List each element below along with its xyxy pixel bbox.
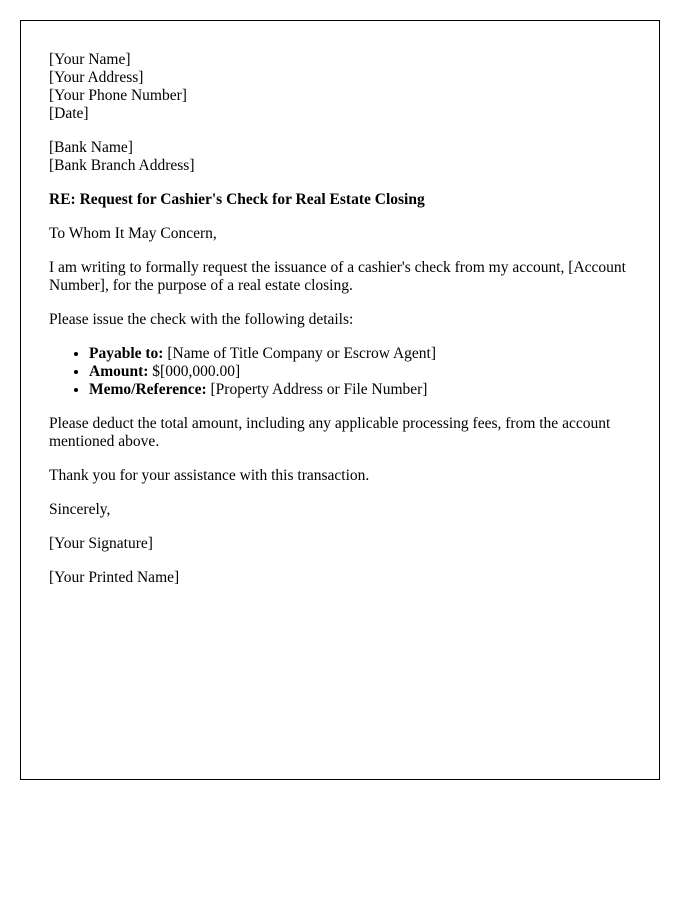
detail-label: Amount: — [89, 363, 149, 380]
detail-label: Payable to: — [89, 345, 164, 362]
sender-name: [Your Name] — [49, 51, 131, 68]
signature-placeholder: [Your Signature] — [49, 535, 153, 552]
detail-item-memo — [89, 381, 631, 399]
deduction-paragraph: Please deduct the total amount, including any applicable processing fees, from the account mentioned above. — [49, 415, 611, 450]
salutation: To Whom It May Concern, — [49, 225, 217, 242]
printed-name: [Your Printed Name] — [49, 569, 180, 586]
detail-value: [Property Address or File Number] — [206, 381, 428, 398]
letter-page — [20, 20, 660, 780]
bank-branch-address: [Bank Branch Address] — [49, 157, 195, 174]
sign-off: Sincerely, — [49, 501, 111, 518]
letter-date: [Date] — [49, 105, 89, 122]
details-list — [49, 345, 631, 399]
detail-item-payable — [89, 345, 631, 363]
intro-paragraph: I am writing to formally request the issuance of a cashier's check from my account, [Account Number], for the purpose of a real estate closing. — [49, 259, 626, 294]
sender-block — [49, 51, 631, 123]
sender-phone: [Your Phone Number] — [49, 87, 187, 104]
sender-address: [Your Address] — [49, 69, 144, 86]
detail-item-amount — [89, 363, 631, 381]
bank-name: [Bank Name] — [49, 139, 133, 156]
recipient-block — [49, 139, 631, 175]
detail-value: $[000,000.00] — [148, 363, 241, 380]
thanks-paragraph: Thank you for your assistance with this transaction. — [49, 467, 370, 484]
detail-label: Memo/Reference: — [89, 381, 207, 398]
subject-line: RE: Request for Cashier's Check for Real Estate Closing — [49, 191, 425, 208]
detail-value: [Name of Title Company or Escrow Agent] — [163, 345, 436, 362]
details-intro: Please issue the check with the following details: — [49, 311, 354, 328]
